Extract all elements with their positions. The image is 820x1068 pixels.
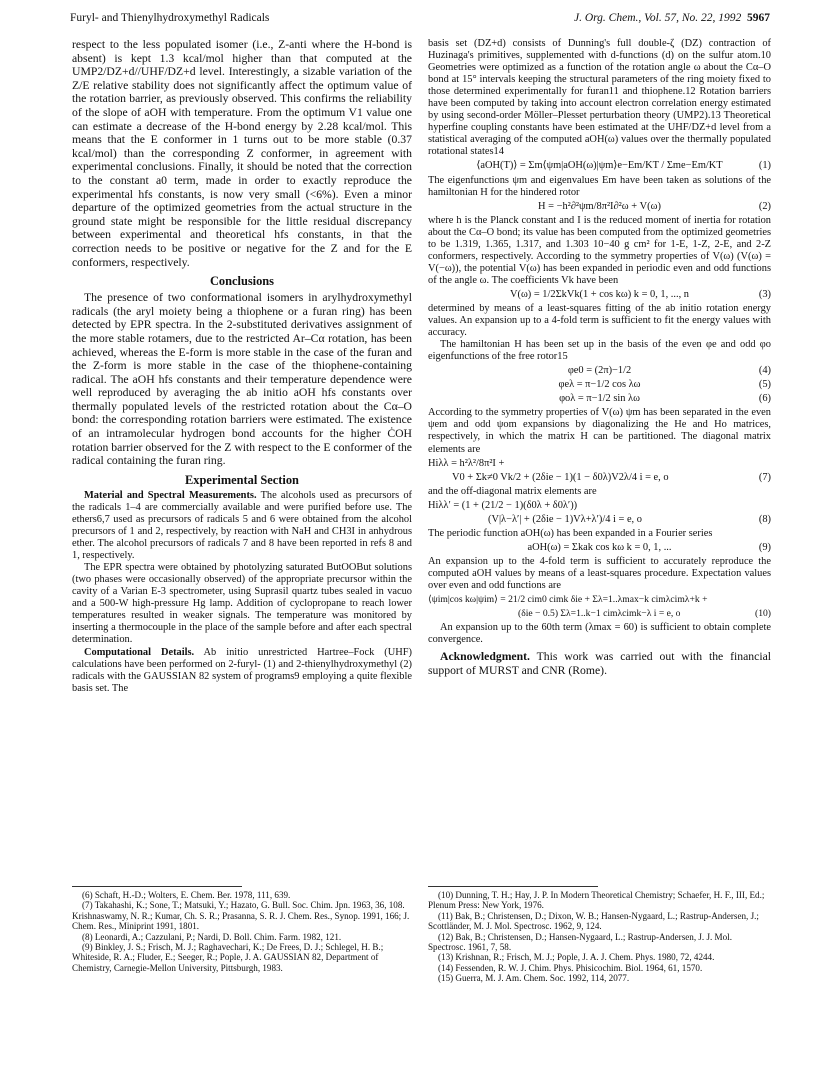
paragraph: The eigenfunctions ψm and eigenvalues Em have been taken as solutions of the hamiltonian H for the hindered rotor	[428, 174, 771, 198]
equation-number: (5)	[758, 379, 771, 391]
equation-text: φe0 = (2π)−1/2	[567, 365, 632, 377]
paragraph: The periodic function aOH(ω) has been expanded in a Fourier series	[428, 527, 713, 539]
footnote-rule	[72, 886, 242, 887]
paragraph	[72, 490, 412, 562]
section-heading-conclusions: Conclusions	[209, 274, 275, 289]
equation-7-line-2	[428, 472, 771, 484]
equation-1	[428, 160, 771, 172]
equation-text: ⟨aOH(T)⟩ = Σm⟨ψm|aOH(ω)|ψm⟩e−Em/KT / Σme−Em/KT	[476, 160, 723, 172]
equation-10-line-1	[428, 594, 771, 606]
paragraph: An expansion up to the 4-fold term is sufficient to accurately reproduce the computed aOH values by means of a least-squares procedure. Expectation values over even and odd functions are	[428, 555, 771, 591]
footnote-rule	[428, 886, 598, 887]
paragraph: According to the symmetry properties of V(ω) ψm has been separated in the even ψem and odd ψom expansions by diagonalizing the He and Ho matrices, respectively, in which the matrix H can be partitioned. The diagonal matrix elements are	[428, 407, 771, 455]
paragraph: The presence of two conformational isomers in arylhydroxymethyl radicals (the aryl moiety being a thiophene or a furan ring) has been detected by EPR spectra. In the 2-substituted derivatives assignment of the more stable rotamers, due to the restricted Ar–Cα rotation, has been achieved, whereas the E-form is more stable in the case of the furan and the Z-form is more stable in the case of the thiophene-containing radical. The aOH hfs constants and their temperature dependence were well reproduced by averaging the ab initio aOH hfs constants over thermally populated levels of the restricted rotation about the Cα–O bond: the corresponding rotation barriers were estimated. The existence of an intramolecular hydrogen bond accounts for the higher ĊOH rotation barrier observed for the Z with respect to the E conformer of the radical containing the furan ring.	[72, 291, 412, 468]
paragraph: determined by means of a least-squares fitting of the ab initio rotation energy values. An expansion up to a 4-fold term is sufficient to fit the energy values with accuracy.	[428, 302, 771, 339]
subsection-title: Material and Spectral Measurements.	[84, 489, 257, 501]
equation-number: (1)	[758, 160, 771, 172]
equation-number: (9)	[758, 541, 771, 553]
equation-number: (10)	[755, 608, 771, 620]
footnotes-left	[72, 880, 412, 973]
equation-text: ⟨ψim|cos kω|ψim⟩ = 21/2 cim0 cimk δie + Σλ=1..λmax−k cimλcimλ+k +	[428, 594, 708, 606]
footnote: (10) Dunning, T. H.; Hay, J. P. In Modern Theoretical Chemistry; Schaefer, H. F., III, Ed.; Plenum Press: New York, 1976.	[428, 890, 765, 911]
paragraph: An expansion up to the 60th term (λmax = 60) is sufficient to obtain complete convergence.	[428, 622, 771, 646]
footnote: (6) Schaft, H.-D.; Wolters, E. Chem. Ber. 1978, 111, 639.	[82, 890, 291, 900]
equation-6	[428, 393, 771, 405]
paragraph: where h is the Planck constant and I is the reduced moment of inertia for rotation about the Cα–O bond; its value has been computed from the optimized geometries to be 1.319, 1.365, 1.317, and 1.303 10−40 g cm² for 1-E, 1-Z, 2-E, and 2-Z conformers, respectively. According to the symmetry properties of V(ω) (V(ω) = V(−ω)), the potential V(ω) has been expanded in periodic even and odd functions of the angle ω. The coefficients Vk have been	[428, 214, 771, 286]
footnote: (12) Bak, B.; Christensen, D.; Hansen-Nygaard, L.; Rastrup-Andersen, J. J. Mol. Spectrosc. 1961, 7, 58.	[428, 931, 732, 953]
footnote: (13) Krishnan, R.; Frisch, M. J.; Pople, J. A. J. Chem. Phys. 1980, 72, 4244.	[438, 952, 715, 963]
equation-text: (V|λ−λ′| + (2δie − 1)Vλ+λ′)/4 i = e, o	[488, 513, 642, 525]
section-heading-experimental: Experimental Section	[185, 472, 299, 487]
equation-7-line-1	[428, 458, 771, 470]
paragraph: The EPR spectra were obtained by photolyzing saturated ButOOBut solutions (two phases were occasionally observed) of the appropriate precursor within the cavity of a Varian E-3 spectrometer, using Suprasil quartz tubes sealed in vacuo and a 500-W high-pressure Hg lamp. Addition of cyclopropane to reach lower temperatures resulted in weaker signals. The temperature was monitored by inserting a thermocouple in the place of the sample before and after each spectral determination.	[72, 562, 412, 646]
equation-text: aOH(ω) = Σkak cos kω k = 0, 1, ...	[527, 541, 672, 553]
equation-number: (4)	[758, 365, 771, 377]
footnote: (9) Binkley, J. S.; Frisch, M. J.; Raghavechari, K.; De Frees, D. J.; Schlegel, H. B.; Whiteside, R. A.; Fluder, E.; Seeger, R.; Pople, J. A. GAUSSIAN 82, Department of Chemistry, Carnegie-Mellon University, Pittsburgh, 1983.	[72, 942, 384, 973]
equation-8-line-2	[428, 514, 771, 526]
paragraph: and the off-diagonal matrix elements are	[428, 485, 597, 497]
acknowledgment-title: Acknowledgment.	[440, 650, 530, 664]
equation-10-line-2	[428, 608, 771, 620]
equation-8-line-1	[428, 500, 771, 512]
equation-text: V0 + Σk≠0 Vk/2 + (2δie − 1)(1 − δ0λ)V2λ/4 i = e, o	[452, 471, 669, 483]
equation-4	[428, 365, 771, 377]
running-header	[70, 12, 770, 30]
equation-9	[428, 542, 771, 554]
footnote: (7) Takahashi, K.; Sone, T.; Matsuki, Y.; Hazato, G. Bull. Soc. Chim. Jpn. 1963, 36, 108. Krishnaswamy, N. R.; Kumar, Ch. S. R.; Prasanna, S. R. J. Chem. Res., Synop. 1991, 166; J. Chem. Res., Miniprint 1991, 1801.	[72, 900, 410, 932]
equation-text: (δie − 0.5) Σλ=1..k−1 cimλcimk−λ i = e, o	[518, 608, 681, 620]
footnote: (8) Leonardi, A.; Cazzulani, P.; Nardi, D. Boll. Chim. Farm. 1982, 121.	[82, 931, 342, 942]
equation-text: V(ω) = 1/2ΣkVk(1 + cos kω) k = 0, 1, ..., n	[509, 288, 689, 300]
equation-text: Hiλλ′ = (1 + (21/2 − 1)(δ0λ + δ0λ′))	[428, 499, 578, 511]
footnote: (15) Guerra, M. J. Am. Chem. Soc. 1992, 114, 2077.	[438, 973, 630, 984]
equation-3	[428, 289, 771, 301]
paragraph-text: Ab initio unrestricted Hartree–Fock (UHF) calculations have been performed on 2-furyl- (1) and 2-thienylhydroxymethyl (2) radicals with the GAUSSIAN 82 system of programs9 employing a quite flexible basis set. The	[72, 646, 412, 694]
right-column	[428, 38, 771, 677]
page-number: 5967	[747, 12, 770, 24]
equation-text: Hiλλ = h²λ²/8π²I +	[428, 457, 505, 469]
equation-text: φeλ = π−1/2 cos λω	[558, 379, 641, 391]
equation-number: (8)	[758, 513, 771, 525]
equation-number: (3)	[758, 288, 771, 300]
equation-2	[428, 201, 771, 213]
subsection-title: Computational Details.	[84, 646, 195, 658]
acknowledgment	[428, 650, 771, 677]
header-title: Furyl- and Thienylhydroxymethyl Radicals	[70, 12, 270, 24]
paragraph-text: The alcohols used as precursors of the radicals 1–4 are commercially available and were purified before use. The ethers6,7 used as precursors of radicals 5 and 6 were obtained from the alcohol precursors of 1 and 2, respectively, by reaction with NaH and CH3I in anhydrous ether. The alcohol precursors of radicals 7 and 8 have been reported in refs 8 and 1, respectively.	[72, 489, 412, 562]
acknowledgment-text: This work was carried out with the financial support of MURST and CNR (Rome).	[428, 650, 771, 677]
paragraph: The hamiltonian H has been set up in the basis of the even φe and odd φo eigenfunctions of the free rotor15	[428, 339, 771, 363]
equation-number: (6)	[758, 393, 771, 405]
left-column	[72, 38, 412, 695]
paragraph: respect to the less populated isomer (i.e., Z-anti where the H-bond is absent) is kept 1.3 kcal/mol higher than that computed at the UMP2/DZ+d//UHF/DZ+d level. Interestingly, a sizable variation of the Z/E relative stability does not significantly affect the optimum value of the rotation barrier, as previously observed. This confirms the reliability of the slope of aOH with temperature. From the optimum V1 value one can estimate a decrease of the H-bond energy by 2.28 kcal/mol. This means that the E conformer in 1 turns out to be more stable (0.37 kcal/mol) than the corresponding Z conformer, in agreement with experimental conclusions. Finally, it should be noted that the correction to the constant a0 term, made in order to exactly reproduce the experimental hfs constants, is now very small (<6%). Even a minor departure of the optimized geometries from the actual structure in the ground state might be responsible for the little residual discrepancy between experimental and theoretical hfs constants, in that the correction needs to be positive or negative for the Z and for the E conformers, respectively.	[72, 38, 412, 269]
journal-citation: J. Org. Chem., Vol. 57, No. 22, 1992	[573, 12, 742, 24]
paragraph: basis set (DZ+d) consists of Dunning's full double-ζ (DZ) contraction of Huzinaga's primitives, supplemented with d-functions (d) on the sulfur atom.10 Geometries were optimized as a function of the rotation angle ω about the Cα–O bond at 15° intervals keeping the structural parameters of the ring moiety fixed to those determined experimentally for furan11 and thiophene.12 Rotation barriers have been computed by taking into account electron correlation energy estimated by using second-order Möller–Plesset perturbation theory (UMP2).13 Theoretical hyperfine coupling constants have been estimated at the UHF/DZ+d level from a statistical averaging of the computed aOH(ω) values over the thermally populated rotational states14	[428, 38, 771, 158]
paragraph	[72, 647, 412, 695]
equation-5	[428, 379, 771, 391]
footnote: (14) Fessenden, R. W. J. Chim. Phys. Phisicochim. Biol. 1964, 61, 1570.	[438, 962, 703, 973]
footnotes-right	[428, 880, 771, 984]
header-journal	[574, 12, 770, 24]
footnote: (11) Bak, B.; Christensen, D.; Dixon, W. B.; Hansen-Nygaard, L.; Rastrup-Andersen, J.; Scottländer, M. J. Mol. Spectrosc. 1962, 9, 124.	[428, 910, 759, 932]
equation-number: (7)	[758, 471, 771, 483]
equation-text: H = −h²∂²ψm/8π²I∂²ω + V(ω)	[538, 200, 661, 212]
equation-text: φoλ = π−1/2 sin λω	[559, 393, 640, 405]
equation-number: (2)	[758, 200, 771, 212]
